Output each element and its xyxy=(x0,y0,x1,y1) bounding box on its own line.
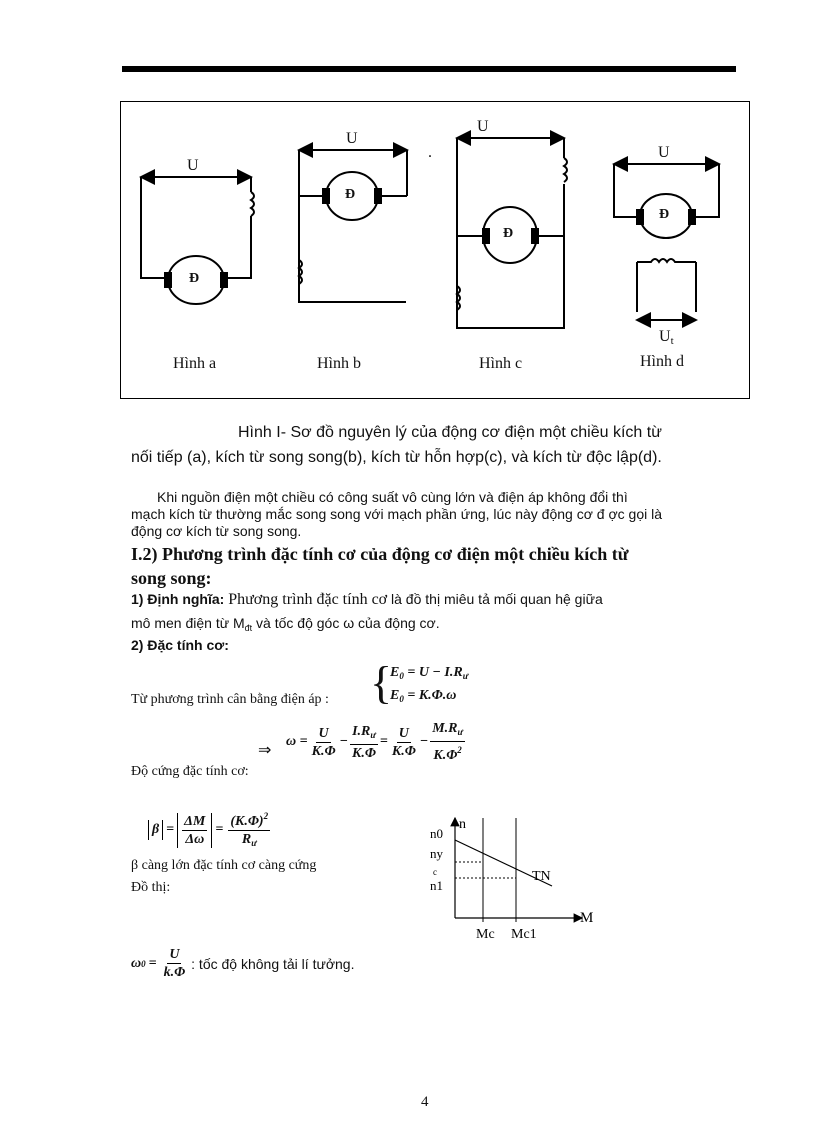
omega0-equation: ω 0 = $\frac{U}{k.\Phi}$ : tốc độ không tải lí tưởng. xyxy=(131,947,355,980)
system-brace: { xyxy=(370,657,393,708)
fig-a-u-label: U xyxy=(187,157,199,174)
ny-tick-label: ny xyxy=(430,846,443,861)
section-heading-line1: I.2) Phương trình đặc tính cơ của động cơ điện một chiều kích từ xyxy=(131,544,629,564)
fig-b-u-label: U xyxy=(346,130,358,147)
fig-a-motor-label: Đ xyxy=(189,271,200,286)
definition-line1 xyxy=(131,591,603,609)
stiffness-note: β càng lớn đặc tính cơ càng cứng xyxy=(131,858,317,873)
page-number: 4 xyxy=(421,1094,429,1110)
omega0-text: : tốc độ không tải lí tưởng. xyxy=(191,955,355,972)
c-tick-label: c xyxy=(433,867,437,877)
mc-tick-label: Mc xyxy=(476,927,495,942)
stiffness-equation: β = $\frac{\Delta M}{\Delta\omega}$ = $\frac{(K.\Phi)^2}{R_ư}$ xyxy=(148,808,272,852)
paragraph-line2: mạch kích từ thường mắc song song với mạch phần ứng, lúc này động cơ đ ợc gọi là xyxy=(131,506,662,522)
paragraph-line1: Khi nguồn điện một chiều có công suất vô cùng lớn và điện áp không đổi thì xyxy=(157,489,628,505)
section-heading-line2: song song: xyxy=(131,568,212,588)
n0-tick-label: n0 xyxy=(430,826,443,841)
n1-tick-label: n1 xyxy=(430,878,443,893)
balance-text: Từ phương trình cân bằng điện áp : xyxy=(131,692,329,707)
mechanical-characteristic-chart xyxy=(420,810,610,950)
definition-label: 1) Định nghĩa: xyxy=(131,591,225,607)
stiffness-label: Độ cứng đặc tính cơ: xyxy=(131,764,249,779)
figure-caption-line2: nối tiếp (a), kích từ song song(b), kích từ hỗn hợp(c), và kích từ độc lập(d). xyxy=(131,449,662,466)
mc1-tick-label: Mc1 xyxy=(511,927,537,942)
omega-equation: ω = $\frac{U}{K.\Phi}$ − $\frac{I.R_ư}{K.\Phi}$ = $\frac{U}{K.\Phi}$ − $\frac{M.R_ư}{K.\Phi^2}$ xyxy=(286,721,463,763)
tn-series-label: TN xyxy=(532,869,551,884)
characteristic-label: 2) Đặc tính cơ: xyxy=(131,637,229,653)
m-axis-label: M xyxy=(580,910,594,926)
definition-rest: là đồ thị miêu tả mối quan hệ giữa xyxy=(387,591,603,607)
paragraph-line3: động cơ kích từ song song. xyxy=(131,523,302,539)
equation-1: $E_0 = U - I.R_ư$ xyxy=(390,665,469,681)
fig-b-caption: Hình b xyxy=(317,355,361,372)
figure-caption-line1: Hình I- Sơ đồ nguyên lý của động cơ điện một chiều kích từ xyxy=(238,424,662,441)
fig-d-coil xyxy=(637,259,696,262)
fig-d-u-label: U xyxy=(658,144,670,161)
fig-d-motor-label: Đ xyxy=(659,207,670,222)
fig-a-wire-left xyxy=(141,177,165,278)
circuit-figure xyxy=(120,101,750,399)
fig-dot: . xyxy=(428,144,432,161)
implies-arrow: ⇒ xyxy=(258,742,272,759)
definition-line2: mô men điện từ $M_{đt}$ và tốc độ góc ω của động cơ. xyxy=(131,615,440,633)
fig-d-caption: Hình d xyxy=(640,353,684,370)
fig-a-caption: Hình a xyxy=(173,355,217,372)
fig-b-motor-label: Đ xyxy=(345,187,356,202)
definition-term: Phương trình đặc tính cơ xyxy=(228,591,388,608)
n-axis-label: n xyxy=(459,817,466,832)
fig-d-ut-label: $U_t$ xyxy=(659,328,674,347)
fig-c-motor-label: Đ xyxy=(503,226,514,241)
top-rule xyxy=(122,66,736,72)
fig-c-coil-top xyxy=(564,158,567,182)
graph-label: Đồ thị: xyxy=(131,880,171,895)
fig-c-u-label: U xyxy=(477,118,489,135)
fig-a-coil xyxy=(251,192,254,216)
fig-c-caption: Hình c xyxy=(479,355,523,372)
equation-2: $E_0 = K.\Phi.\omega$ xyxy=(390,688,457,704)
